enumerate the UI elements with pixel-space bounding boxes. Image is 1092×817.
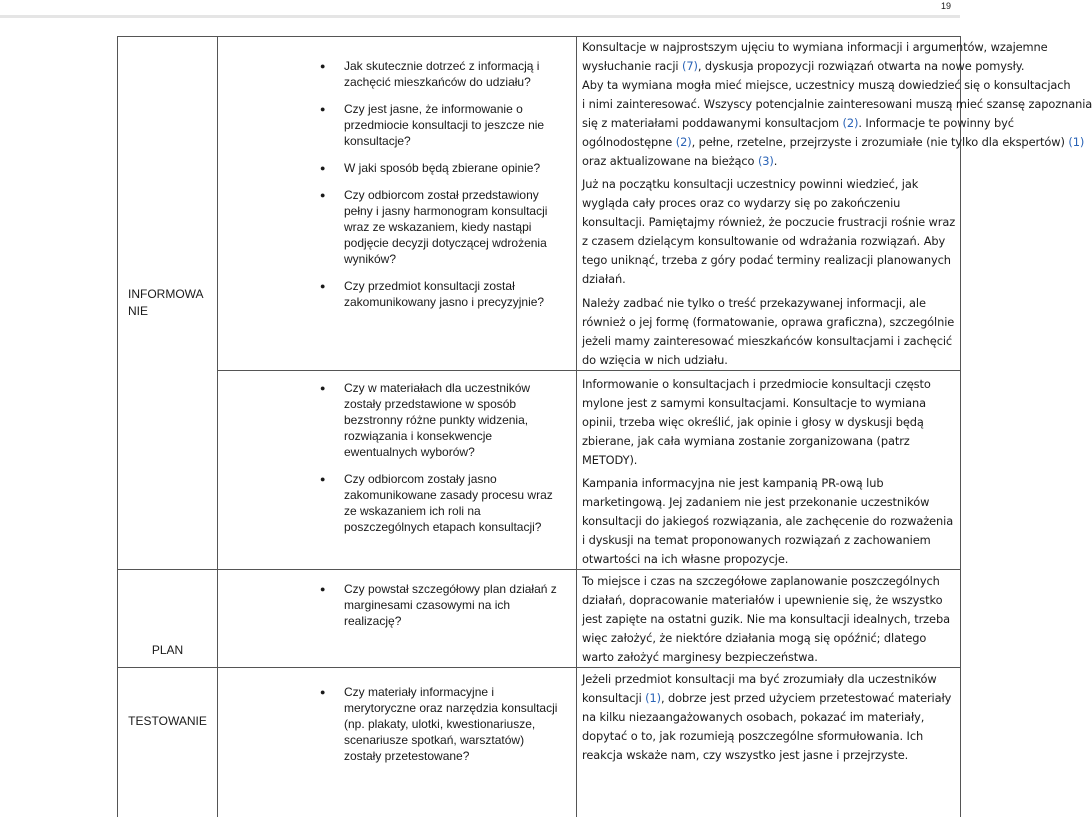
- questions-cell: [218, 668, 577, 817]
- guidance-cell: [577, 570, 961, 668]
- guidance-paragraph: Już na początku konsultacji uczestnicy powinni wiedzieć, jak wygląda cały proces oraz co wydarzy się po zakończeniu konsultacji. Pamiętajmy również, że poczucie frustracji rośnie wraz z czasem dzielącym konsultowanie od wdrażania rozwiązań. Aby tego uniknąć, trzeba z góry podać terminy realizacji planowanych działań.: [577, 175, 960, 289]
- checklist-table: [117, 36, 961, 817]
- page-number: 19: [941, 1, 951, 11]
- header-rule: [0, 15, 960, 18]
- guidance-paragraph: [577, 37, 960, 171]
- row-informowanie-cont: [118, 371, 961, 570]
- stage-label-informowanie: INFORMOWA NIE: [118, 37, 218, 570]
- text-span: , dyskusja propozycji rozwiązań otwarta na nowe pomysły.: [698, 59, 1025, 73]
- reference-number: (2): [843, 116, 859, 130]
- row-plan: [118, 570, 961, 668]
- guidance-line: Aby ta wymiana mogła mieć miejsce, uczestnicy muszą dowiedzieć się o konsultacjach: [582, 76, 960, 95]
- row-testowanie: [118, 668, 961, 817]
- stage-label-plan: PLAN: [118, 570, 218, 668]
- text-span: oraz aktualizowane na bieżąco: [582, 154, 758, 168]
- question-item: ● Czy materiały informacyjne i merytoryczne oraz narzędzia konsultacji (np. plakaty, ulotki, kwestionariusze, scenariusze spotkań, warsztatów) zostały przetestowane?: [319, 684, 564, 764]
- stage-label-testowanie: TESTOWANIE: [118, 668, 218, 817]
- guidance-paragraph: [577, 668, 960, 765]
- guidance-line: [582, 57, 960, 76]
- question-item: ● Czy przedmiot konsultacji został zakomunikowany jasno i precyzyjnie?: [319, 278, 564, 310]
- questions-cell: [218, 37, 577, 371]
- questions-cell: [218, 371, 577, 570]
- reference-number: (1): [645, 691, 661, 705]
- reference-number: (3): [758, 154, 774, 168]
- text-span: .: [774, 154, 778, 168]
- guidance-line: Konsultacje w najprostszym ujęciu to wymiana informacji i argumentów, wzajemne: [582, 38, 960, 57]
- text-span: , dobrze jest przed użyciem przetestować materiały na kilku niezaangażowanych osobach, pokazać im materiały, dopytać o to, jak rozumieją poszczególne sformułowania. Ich reakcja wskaże nam, czy wszystko jest jasne i przejrzyste.: [582, 691, 951, 762]
- text-span: . Informacje te powinny być: [858, 116, 1014, 130]
- question-item: ● Czy powstał szczegółowy plan działań z marginesami czasowymi na ich realizację?: [319, 581, 564, 629]
- guidance-line: i nimi zainteresować. Wszyscy potencjalnie zainteresowani muszą mieć szansę zapoznania: [582, 95, 960, 114]
- reference-number: (1): [1068, 135, 1084, 149]
- text-span: ogólnodostępne: [582, 135, 676, 149]
- question-item: ● Czy odbiorcom zostały jasno zakomunikowane zasady procesu wraz ze wskazaniem ich roli na poszczególnych etapach konsultacji?: [319, 471, 564, 535]
- guidance-cell: [577, 371, 961, 570]
- text-span: wysłuchanie racji: [582, 59, 682, 73]
- guidance-paragraph: Należy zadbać nie tylko o treść przekazywanej informacji, ale również o jej formę (formatowanie, oprawa graficzna), szczególnie jeżeli mamy zainteresować mieszkańców konsultacjami i zachęcić do wzięcia w nich udziału.: [577, 294, 960, 370]
- guidance-cell: [577, 37, 961, 371]
- text-span: się z materiałami poddawanymi konsultacjom: [582, 116, 843, 130]
- question-item: ● W jaki sposób będą zbierane opinie?: [319, 160, 564, 176]
- question-item: ● Czy odbiorcom został przedstawiony pełny i jasny harmonogram konsultacji wraz ze wskazaniem, kiedy nastąpi podjęcie decyzji dotyczącej wdrożenia wyników?: [319, 187, 564, 267]
- guidance-paragraph: Informowanie o konsultacjach i przedmiocie konsultacji często mylone jest z samymi konsultacjami. Konsultacje to wymiana opinii, trzeba więc określić, jak opinie i głosy w dyskusji będą zbierane, jak cała wymiana zostanie zorganizowana (patrz METODY).: [577, 371, 960, 470]
- guidance-line: [582, 133, 960, 152]
- guidance-line: [582, 114, 960, 133]
- text-span: , pełne, rzetelne, przejrzyste i zrozumiałe (nie tylko dla ekspertów): [692, 135, 1069, 149]
- guidance-cell: [577, 668, 961, 817]
- reference-number: (2): [676, 135, 692, 149]
- guidance-line: [582, 152, 960, 171]
- question-item: ● Jak skutecznie dotrzeć z informacją i zachęcić mieszkańców do udziału?: [319, 58, 564, 90]
- questions-cell: [218, 570, 577, 668]
- text-span: Jeżeli przedmiot konsultacji ma być zrozumiały dla uczestników konsultacji: [582, 672, 937, 705]
- guidance-paragraph: Kampania informacyjna nie jest kampanią PR-ową lub marketingową. Jej zadaniem nie jest przekonanie uczestników konsultacji do jakiegoś rozwiązania, ale zachęcenie do rozważenia i dyskusji na temat proponowanych rozwiązań z zachowaniem otwartości na ich własne propozycje.: [577, 474, 960, 569]
- row-informowanie: [118, 37, 961, 371]
- reference-number: (7): [682, 59, 698, 73]
- question-item: ● Czy jest jasne, że informowanie o przedmiocie konsultacji to jeszcze nie konsultacje?: [319, 101, 564, 149]
- question-item: ● Czy w materiałach dla uczestników zostały przedstawione w sposób bezstronny różne punkty widzenia, rozwiązania i konsekwencje ewentualnych wyborów?: [319, 380, 564, 460]
- guidance-paragraph: To miejsce i czas na szczegółowe zaplanowanie poszczególnych działań, dopracowanie materiałów i upewnienie się, że wszystko jest zapięte na ostatni guzik. Nie ma konsultacji idealnych, trzeba więc założyć, że niektóre działania mogą się opóźnić; dlatego warto założyć marginesy bezpieczeństwa.: [577, 570, 960, 667]
